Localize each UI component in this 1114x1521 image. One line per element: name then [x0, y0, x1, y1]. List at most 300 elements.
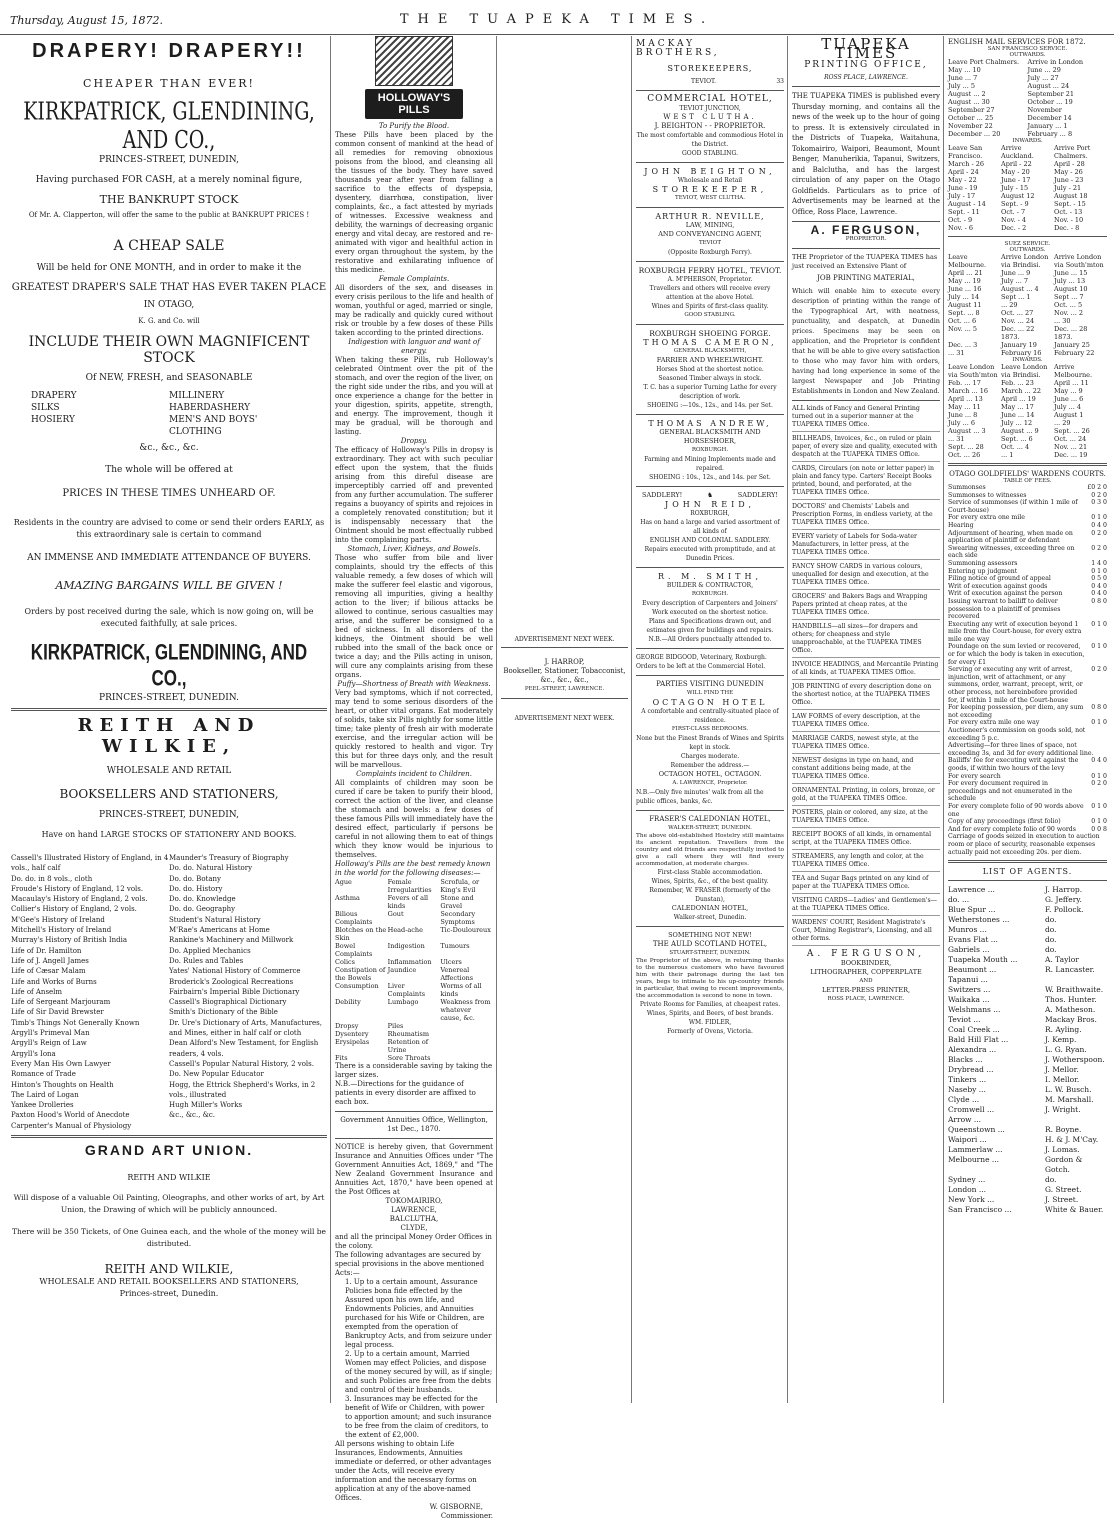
column-mail-fees-agents — [945, 36, 1110, 1403]
disease-item: Asthma — [335, 894, 360, 902]
holloway-dropsy: Dropsy. — [400, 437, 428, 445]
smith-builder: BUILDER & CONTRACTOR, — [666, 582, 754, 589]
agent-name: Thos. Hunter. — [1045, 995, 1097, 1005]
art-union-dispose: Will dispose of a valuable Oil Painting, Oleographs, and other works of art, by Art Union, the Drawing of which will be publicly announced. — [13, 1193, 325, 1215]
auld-wines: Wines, Spirits, and Beers, of best brands. — [646, 1010, 774, 1017]
mail-cell: August ... 4 — [1001, 285, 1039, 293]
fee-label: Filing notice of ground of appeal — [948, 575, 1051, 583]
mail-cell: Oct. ... 5 — [1054, 301, 1083, 309]
fee-row — [948, 803, 1107, 818]
agent-row — [948, 1045, 1107, 1055]
disease-item: Colics — [335, 958, 356, 966]
agent-row — [948, 1185, 1107, 1195]
holloway-female: Female Complaints. — [378, 275, 450, 283]
octagon-bedrooms: FIRST-CLASS BEDROOMS. — [671, 726, 749, 732]
disease-item: Dropsy — [335, 1022, 359, 1030]
agents-list — [948, 885, 1107, 1215]
fee-row — [948, 499, 1107, 514]
fee-label: Advertising—for three lines of space, not exceeding 3s, and 3d for every additional line. — [948, 742, 1094, 757]
drapery-headline: DRAPERY! DRAPERY!! — [32, 40, 306, 62]
printing-notice: RECEIPT BOOKS of all kinds, in ornamental script, at the TUAPEKA TIMES Office. — [792, 831, 940, 850]
holloway-remedy: Holloway's Pills are the best remedy known in the world for the following diseases:— — [335, 860, 491, 877]
fee-amount: 0 1 0 — [1091, 620, 1107, 628]
mail-cell: March ... 22 — [1001, 387, 1042, 395]
mail-cell: June ... 7 — [948, 74, 978, 82]
column-small-ads — [498, 36, 632, 1403]
goods-item: HOSIERY — [31, 415, 75, 425]
printing-notice: VISITING CARDS—Ladies' and Gentlemen's—at the TUAPEKA TIMES Office. — [792, 897, 940, 916]
drapery-street2: PRINCES-STREET, DUNEDIN. — [99, 693, 239, 703]
reith-street: PRINCES-STREET, DUNEDIN, — [99, 810, 239, 820]
ferguson-ross: ROSS PLACE, LAWRENCE. — [827, 996, 905, 1002]
mail-cell: Oct. - 7 — [1001, 208, 1026, 216]
mackay-num: 33 — [776, 78, 784, 85]
andrew-farming: Farming and Mining Implements made and repaired. — [644, 456, 776, 472]
fee-row — [948, 666, 1107, 704]
column-printing-office — [789, 36, 944, 1403]
fee-amount: 0 8 0 — [1091, 597, 1107, 605]
holloway-stomach: Stomach, Liver, Kidneys, and Bowels. — [347, 545, 481, 553]
book-title: Do. do. Geography — [169, 905, 236, 914]
mail-header-cell: Arrive in London — [1027, 58, 1084, 66]
agent-name: R. Boyne. — [1045, 1125, 1082, 1135]
mail-cell: ... 29 — [1001, 301, 1018, 309]
mail-cell: Sept. ... 28 — [948, 443, 984, 451]
neville-opposite: (Opposite Roxburgh Ferry). — [668, 249, 752, 256]
agent-name: J. Street. — [1045, 1195, 1079, 1205]
reith-name: REITH AND WILKIE, — [77, 715, 261, 757]
fee-amount: 0 2 0 — [1091, 529, 1107, 537]
disease-item: Inflammation — [387, 958, 432, 966]
adv-next-week-1: ADVERTISEMENT NEXT WEEK. — [514, 636, 615, 643]
drapery-stock: THE BANKRUPT STOCK — [99, 193, 239, 206]
column-holloway — [332, 36, 497, 1520]
mail-header-cell: Arrive Melbourne. — [1054, 363, 1093, 379]
fraser-hostelry: The above old-established Hostelry still maintains its ancient reputation. Travellers from the country and old friends are respectfully invited to give a call where they will find every accommodation, at moderate charges. — [636, 833, 784, 867]
agent-place: Bald Hill Flat ... — [948, 1035, 1009, 1045]
agent-name: do. — [1045, 935, 1057, 945]
fee-row — [948, 583, 1107, 591]
goods-item: MILLINERY — [169, 391, 225, 401]
agent-place: Gabriels ... — [948, 945, 990, 955]
fee-amount: 1 4 0 — [1091, 559, 1107, 567]
drapery-new: Of NEW, FRESH, and SEASONABLE — [85, 373, 253, 383]
disease-item — [440, 1022, 493, 1030]
art-union-tickets: There will be 350 Tickets, of One Guinea each, and the whole of the money will be distributed. — [12, 1227, 326, 1249]
holloway-purify: To Purify the Blood. — [378, 122, 450, 130]
holloway-indigestion: Indigestion with languor and want of energy. — [348, 338, 480, 355]
disease-item: Tic-Douloureux — [440, 926, 491, 934]
art-union-reith: REITH AND WILKIE — [127, 1173, 211, 1183]
agent-place: Beaumont ... — [948, 965, 997, 975]
book-title: Mitchell's History of Ireland — [11, 926, 112, 935]
book-title: Yates' National History of Commerce — [169, 967, 301, 976]
annuities-item: 3. Insurances may be effected for the benefit of Wife or Children, with power to apportion amount; and such insurance to be free from the claim of creditors, to the extent of £2,000. — [345, 1395, 492, 1439]
printing-notices — [792, 405, 940, 946]
andrew-price: SHOEING : 10s., 12s., and 14s. per Set. — [649, 474, 771, 481]
reith-stock: Have on hand LARGE STOCKS OF STATIONERY AND BOOKS. — [41, 830, 297, 839]
mail-header-cell: Arrive Port Chalmers. — [1054, 144, 1091, 160]
agent-place: Switzers ... — [948, 985, 991, 995]
mail-cell: June ... 8 — [948, 411, 978, 419]
agent-row — [948, 1145, 1107, 1155]
drapery-residents: Residents in the country are advised to come or send their orders EARLY, as this extraordinary sale is certain to command — [13, 518, 325, 539]
something-not-new: SOMETHING NOT NEW! — [668, 931, 752, 939]
agent-row — [948, 915, 1107, 925]
mail-cell: April ... 19 — [1001, 395, 1036, 403]
fee-row — [948, 818, 1107, 826]
printing-ross: ROSS PLACE, LAWRENCE. — [824, 74, 908, 81]
agent-place: Welshmans ... — [948, 1005, 1001, 1015]
mail-cell — [948, 333, 1001, 341]
reith-booksellers: BOOKSELLERS AND STATIONERS, — [59, 787, 279, 801]
book-title: Argyll's Iona — [11, 1049, 56, 1058]
agent-place: Munros ... — [948, 925, 987, 935]
disease-item: Consumption — [335, 982, 379, 990]
mail-cell: June ... 29 — [1027, 66, 1061, 74]
fee-row — [948, 545, 1107, 560]
mail-cell: ... 31 — [948, 349, 965, 357]
disease-item: Worms of all kinds — [440, 982, 482, 998]
book-title: Cassell's Popular Natural History, 2 vols. — [169, 1059, 314, 1068]
mackay-name: MACKAY BROTHERS, — [636, 39, 720, 58]
disease-item: Constipation of the Bowels — [335, 966, 386, 982]
neville-conveyancing: AND CONVEYANCING AGENT, — [658, 230, 762, 238]
agent-name: J. Lomas. — [1045, 1145, 1080, 1155]
fee-amount: 0 1 0 — [1091, 719, 1107, 727]
fee-amount: 0 2 0 — [1091, 544, 1107, 552]
fee-row — [948, 757, 1107, 772]
printing-notice: FANCY SHOW CARDS in various colours, unequalled for design and execution, at the TUAPEKA TIMES Office. — [792, 563, 940, 590]
mail-cell: July ... 4 — [1054, 403, 1082, 411]
reith-footer-street: Princes-street, Dunedin. — [119, 1289, 219, 1299]
ferguson-and: AND — [859, 978, 873, 984]
fee-label: For keeping possession, per diem, any sum not exceeding — [948, 704, 1084, 719]
book-title: Macaulay's History of England, 2 vols. — [11, 895, 148, 904]
mail-cell: April ... 13 — [948, 395, 983, 403]
smith-plans: Plans and Specifications drawn out, and estimates given for buildings and repairs. — [646, 618, 774, 634]
agent-place: Queenstown ... — [948, 1125, 1005, 1135]
annuities-notice: NOTICE is hereby given, that Government Insurance and Annuities Offices under "The Government Annuities Act, 1869," and "The New Zealand Government Insurance and Annuities Act, 1870," have been opened at the Post Offices at — [335, 1143, 493, 1196]
mail-cell: June ... 6 — [1054, 395, 1084, 403]
auld-scotland: THE AULD SCOTLAND HOTEL, — [652, 940, 768, 948]
mail-cell: Sept ... 7 — [1054, 293, 1084, 301]
agent-place: Tuapeka Mouth ... — [948, 955, 1018, 965]
agent-name: M. Marshall. — [1045, 1095, 1094, 1105]
disease-item: Sore Throats — [387, 1054, 431, 1062]
suez-outwards: OUTWARDS. — [1009, 247, 1046, 253]
mail-cell: Oct. ... 26 — [948, 451, 981, 459]
agent-row — [948, 1125, 1107, 1135]
mail-cell: 1873. — [1054, 333, 1073, 341]
agent-row — [948, 1035, 1107, 1045]
mail-cell: August - 14 — [948, 200, 986, 208]
agent-row — [948, 1195, 1107, 1205]
saddlery-right: SADDLERY! — [737, 491, 778, 499]
page-header — [0, 0, 1114, 35]
andrew-name: THOMAS ANDREW, — [648, 419, 772, 428]
agent-row — [948, 945, 1107, 955]
fee-label: Summonses — [948, 484, 986, 491]
tuapeka-times-title: TUAPEKA TIMES — [821, 35, 911, 62]
agent-place: Blacks ... — [948, 1055, 983, 1065]
ferguson-footer-name: A. FERGUSON, — [806, 949, 926, 959]
mail-cell: July - 17 — [948, 192, 976, 200]
goods-item: HABERDASHERY — [169, 403, 251, 413]
reith-wholesale: WHOLESALE AND RETAIL — [106, 766, 232, 776]
agent-place: Blue Spur ... — [948, 905, 996, 915]
will-find: WILL FIND THE — [686, 690, 734, 696]
agent-row — [948, 1025, 1107, 1035]
mail-header-cell: Arrive London via South'mton — [1054, 253, 1104, 269]
mail-cell: Dec. ... 3 — [948, 341, 978, 349]
fee-row — [948, 514, 1107, 522]
mail-cell: January ... 1 — [1027, 122, 1068, 130]
holloway-body-4: The efficacy of Holloway's Pills in dropsy is extraordinary. They act with such peculiar effect upon the system, that the fluids arising from this direful disease are imperceptibly carried off and prevented from any further accumulation. The sufferer regains a buoyancy of spirits and rejoices in a completely renovated constitution; but it is indispensably necessary that the Ointment should be most effectually rubbed into the complaining parts. — [335, 446, 493, 544]
holloway-children: Complaints incident to Children. — [356, 770, 472, 778]
book-title: Fairbairn's Imperial Bible Dictionary — [169, 987, 300, 996]
fraser-walker2: Walker-street, Dunedin. — [673, 914, 747, 921]
ferry-travellers: Travellers and others will receive every attention at the above Hotel. — [649, 285, 771, 301]
agent-place: Waikaka ... — [948, 995, 990, 1005]
drapery-month: Will be held for ONE MONTH, and in order to make it the — [36, 263, 302, 273]
fee-label: Entering up judgment — [948, 567, 1018, 575]
mail-header-cell: Leave London via Brindisi. — [1001, 363, 1048, 379]
printing-description: Which will enable him to execute every description of printing within the range of the Typographical Art, with neatness, punctuality, and despatch, at Dunedin prices. Specimens may be seen on application, and the Proprietor is confident that he will be able to give every satisfaction to those who may favor him with orders, having had long experience in some of the largest Newspaper and Job Printing Establishments in London and New Zealand. — [792, 287, 940, 395]
agent-place: Clyde ... — [948, 1095, 980, 1105]
harrop-name: J. HARROP, — [544, 658, 585, 666]
disease-item: Blotches on the Skin — [335, 926, 387, 942]
agent-name: do. — [1045, 925, 1057, 935]
drapery-prices: PRICES IN THESE TIMES UNHEARD OF. — [62, 488, 276, 499]
mail-cell: Sept. ... 8 — [948, 309, 980, 317]
mail-cell: April - 28 — [1054, 160, 1085, 168]
printing-notice: ORNAMENTAL Printing, in colors, bronze, or gold, at the TUAPEKA TIMES Office. — [792, 787, 940, 806]
agent-place: Melbourne ... — [948, 1155, 1000, 1165]
ferry-mpherson: A. M'PHERSON, Proprietor. — [667, 276, 753, 283]
fee-row — [948, 704, 1107, 719]
beighton-storekeeper: STOREKEEPER, — [652, 185, 768, 194]
printing-notice: ALL kinds of Fancy and General Printing turned out in a superior manner at the TUAPEKA TIMES Office. — [792, 405, 940, 432]
mail-header-cell: Arrive London via Brindisi. — [1001, 253, 1049, 269]
mail-title: ENGLISH MAIL SERVICES FOR 1872. — [948, 38, 1086, 46]
disease-item: Stone and Gravel — [440, 894, 474, 910]
agent-name: do. — [1045, 1175, 1057, 1185]
mail-header-cell: Leave London via South'mton — [948, 363, 998, 379]
holloway-body-5: Those who suffer from bile and liver complaints, should try the effects of this valuable remedy, a few doses of which will make the sufferer feel elastic and vigorous, removing all impurities, giving a healthy action to the liver; if bilious attacks be allowed to continue, serious casualties may arise, and the sufferer be consigned to a bed of sickness. In all disorders of the kidneys, the Ointment should be well rubbed into the small of the back once or twice a day; and the Pills acting in unison, will cure any complaints arising from these organs. — [335, 554, 493, 679]
smith-nb: N.B.—All Orders punctually attended to. — [648, 636, 772, 643]
mail-cell: September 21 — [1027, 90, 1075, 98]
column-drapery-books — [8, 36, 331, 1403]
mail-cell: April ... 21 — [948, 269, 983, 277]
fee-label: For every search — [948, 772, 1001, 780]
mail-cell: August ... 2 — [948, 90, 986, 98]
mail-cell: ... 29 — [1054, 419, 1071, 427]
book-title: Life of J. Angell James — [11, 956, 89, 965]
mail-cell: September 27 — [948, 106, 995, 114]
mail-cell: Oct. - 13 — [1054, 208, 1083, 216]
fee-label: Serving or executing any writ of arrest, injunction, writ of attachment, or any summons, order, warrant, precept, writ, or other process, not hereinbefore provided for, if within 1 mile of the Court-house — [948, 666, 1083, 704]
agent-place: Lawrence ... — [948, 885, 995, 895]
fee-label: Executing any writ of execution beyond 1 mile from the Court-house, for every extra mile one way — [948, 620, 1082, 643]
mail-header-cell: Leave Melbourne. — [948, 253, 987, 269]
book-title: Argyll's Reign of Law — [11, 1039, 87, 1048]
fraser-walker: WALKER-STREET, DUNEDIN. — [668, 825, 752, 831]
agent-place: San Francisco ... — [948, 1205, 1012, 1215]
book-title: Life of Anselm — [11, 987, 63, 996]
disease-item — [440, 1054, 493, 1062]
holloway-body-7: All complaints of children may soon be cured if care be taken to purify their blood, correct the action of the liver, and cleanse the stomach and bowels: a few doses of these famous Pills will immediately have the desired effect, particularly if persons be careful in not allowing them to eat of things which they know would be injurious to themselves. — [335, 779, 493, 859]
drapery-offer: Of Mr. A. Clapperton, will offer the same to the public at BANKRUPT PRICES ! — [28, 211, 310, 219]
drapery-include: INCLUDE THEIR OWN MAGNIFICENT STOCK — [28, 334, 310, 366]
mail-cell: Feb. ... 17 — [948, 379, 981, 387]
fee-row — [948, 492, 1107, 500]
disease-item: Liver Complaints — [387, 982, 426, 998]
fee-amount: 0 2 0 — [1091, 780, 1107, 788]
fee-amount: 0 3 0 — [1091, 499, 1107, 507]
commercial-clutha: WEST CLUTHA. — [663, 113, 757, 121]
adv-next-week-2: ADVERTISEMENT NEXT WEEK. — [514, 715, 615, 722]
agent-place: London ... — [948, 1185, 987, 1195]
agent-place: Tapanui ... — [948, 975, 988, 985]
holloway-engraving — [375, 36, 453, 86]
mail-cell: 1873. — [1001, 333, 1020, 341]
fee-row — [948, 719, 1107, 727]
fee-label: Auctioneer's commission on goods sold, not exceeding 5 p.c. — [948, 727, 1086, 742]
mail-cell: Feb. ... 23 — [1001, 379, 1034, 387]
masthead-title: THE TUAPEKA TIMES. — [399, 12, 715, 27]
mail-cell: June - 17 — [1001, 176, 1031, 184]
disease-item: Fevers of all kinds — [387, 894, 429, 910]
fee-label: Issuing warrant to bailiff to deliver possession to a plaintiff of premises recovered — [948, 597, 1061, 621]
reid-roxburgh: ROXBURGH, — [690, 510, 730, 517]
mail-cell: May - 20 — [1001, 168, 1030, 176]
cameron-farrier: FARRIER AND WHEELWRIGHT. — [656, 356, 764, 364]
mail-cell: July ... 27 — [1027, 74, 1059, 82]
book-title: Hugh Miller's Works — [169, 1101, 243, 1110]
fee-row — [948, 621, 1107, 644]
book-title: Do. do. History — [169, 884, 223, 893]
book-title: Timb's Things Not Generally Known — [11, 1018, 140, 1027]
goods-item: SILKS — [31, 403, 60, 413]
reid-repairs: Repairs executed with promptitude, and at Dunedin Prices. — [644, 546, 776, 562]
drapery-attendance: AN IMMENSE AND IMMEDIATE ATTENDANCE OF BUYERS. — [27, 553, 311, 563]
received-notice: THE Proprietor of the TUAPEKA TIMES has just received an Extensive Plant of — [792, 253, 938, 270]
neville-law: LAW, MINING, — [685, 221, 735, 229]
book-title: Do. do. Botany — [169, 874, 221, 883]
reid-english: ENGLISH AND COLONIAL SADDLERY. — [649, 537, 771, 544]
fee-label: Writ of execution against the person — [948, 590, 1063, 598]
beighton-name: JOHN BEIGHTON, — [644, 167, 776, 176]
disease-item: Piles — [387, 1022, 404, 1030]
agent-name — [1045, 1115, 1107, 1125]
book-title: Maunder's Treasury of Biography — [169, 854, 289, 862]
fee-row — [948, 742, 1107, 757]
disease-item: Weakness from whatever cause, &c. — [440, 998, 491, 1022]
auld-stuart: STUART-STREET, DUNEDIN. — [669, 950, 751, 956]
book-title: Murray's History of British India — [11, 936, 128, 945]
agent-name: L. W. Busch. — [1045, 1085, 1092, 1095]
mail-cell: July ... 14 — [948, 293, 980, 301]
mail-cell: June - 19 — [948, 184, 978, 192]
mail-cell: January 25 — [1054, 341, 1090, 349]
holloway-body-3: When taking these Pills, rub Holloway's celebrated Ointment over the pit of the stomach, and over the region of the liver, on the right side under the ribs, and you will at once experience a change for the better in your digestion, spirits, appetite, strength, and energy. The improvement, though it may be gradual, will be thorough and lasting. — [335, 356, 493, 436]
agents-title: LIST OF AGENTS. — [982, 867, 1073, 877]
agent-name: A. Taylor — [1045, 955, 1079, 965]
agent-place: Evans Flat ... — [948, 935, 998, 945]
fee-amount: 0 1 0 — [1091, 567, 1107, 575]
beighton-teviot: TEVIOT, WEST CLUTHA. — [675, 195, 745, 201]
fee-label: For every extra mile one way — [948, 719, 1040, 727]
disease-item: Lumbago — [387, 998, 419, 1006]
mail-cell: July ... 5 — [948, 82, 976, 90]
agent-name: J. Wright. — [1045, 1105, 1081, 1115]
mail-outwards: OUTWARDS. — [1009, 52, 1046, 58]
reid-name: JOHN REID, — [665, 500, 755, 509]
agent-row — [948, 1065, 1107, 1075]
mail-header-cell: Arrive Auckland. — [1001, 144, 1034, 160]
cameron-timber: Seasoned Timber always in stock. — [658, 375, 762, 382]
book-title: Do. do. Knowledge — [169, 895, 236, 904]
book-title: Life of Sergeant Marjouram — [11, 998, 111, 1007]
agent-name: J. Kemp. — [1045, 1035, 1077, 1045]
book-title: Student's Natural History — [169, 915, 261, 924]
disease-item: Bowel Complaints — [335, 942, 373, 958]
book-title: Paxton Hood's World of Anecdote — [11, 1111, 130, 1120]
book-title: Dean Alford's New Testament, for English readers, 4 vols. — [169, 1039, 319, 1058]
harrop-line: Bookseller, Stationer, Tobacconist, — [503, 667, 626, 675]
mail-cell: June - 23 — [1054, 176, 1084, 184]
fee-label: Adjournment of hearing, when made on application of plaintiff or defendant — [948, 529, 1073, 545]
printing-notice: EVERY variety of Labels for Soda-water Manufacturers, in letter press, at the TUAPEKA TIMES Office. — [792, 533, 940, 560]
commercial-commodious: The most comfortable and commodious Hotel in the District. — [636, 132, 784, 148]
agent-row — [948, 1055, 1107, 1065]
drapery-offered: The whole will be offered at — [105, 465, 233, 475]
fees-subtitle: TABLE OF FEES. — [1003, 478, 1052, 484]
mail-cell: October ... 19 — [1027, 98, 1073, 106]
fraser-hotel: FRASER'S CALEDONIAN HOTEL, — [649, 815, 771, 823]
printing-notice: INVOICE HEADINGS, and Mercantile Printing of all kinds, at TUAPEKA TIMES Office. — [792, 661, 940, 680]
fee-row — [948, 833, 1107, 856]
disease-item: Venereal Affections — [440, 966, 474, 982]
mail-inwards-table — [948, 144, 1107, 232]
mail-cell: August 18 — [1054, 192, 1088, 200]
mail-inwards: INWARDS. — [1012, 138, 1043, 144]
fee-row — [948, 598, 1107, 621]
book-title: Life of Sir David Brewster — [11, 1008, 104, 1017]
agent-name: J. Mellor. — [1045, 1065, 1079, 1075]
suez-inwards: INWARDS. — [1012, 357, 1043, 363]
horse-icon: ♞ — [707, 491, 713, 499]
fraser-firstclass: First-class Stable accommodation. — [657, 869, 763, 876]
drapery-etc: &c., &c., &c. — [139, 443, 199, 453]
fee-row — [948, 530, 1107, 545]
disease-item: Head-ache — [387, 926, 423, 934]
neville-teviot: TEVIOT — [698, 240, 721, 246]
fee-amount: 0 2 0 — [1091, 666, 1107, 674]
mail-header-cell: Leave Port Chalmers. — [948, 58, 1020, 66]
fee-label: Service of summonses (if within 1 mile of Court-house) — [948, 499, 1078, 514]
disease-item: Retention of Urine — [387, 1038, 429, 1054]
fee-amount: 0 2 0 — [1091, 491, 1107, 499]
agent-place: Arrow ... — [948, 1115, 982, 1125]
agent-place: Coal Creek ... — [948, 1025, 1000, 1035]
neville-name: ARTHUR R. NEVILLE, — [655, 212, 765, 221]
mail-cell: February ... 8 — [1027, 130, 1073, 138]
disease-item: Indigestion — [387, 942, 425, 950]
agent-row — [948, 885, 1107, 895]
fee-row — [948, 484, 1107, 492]
